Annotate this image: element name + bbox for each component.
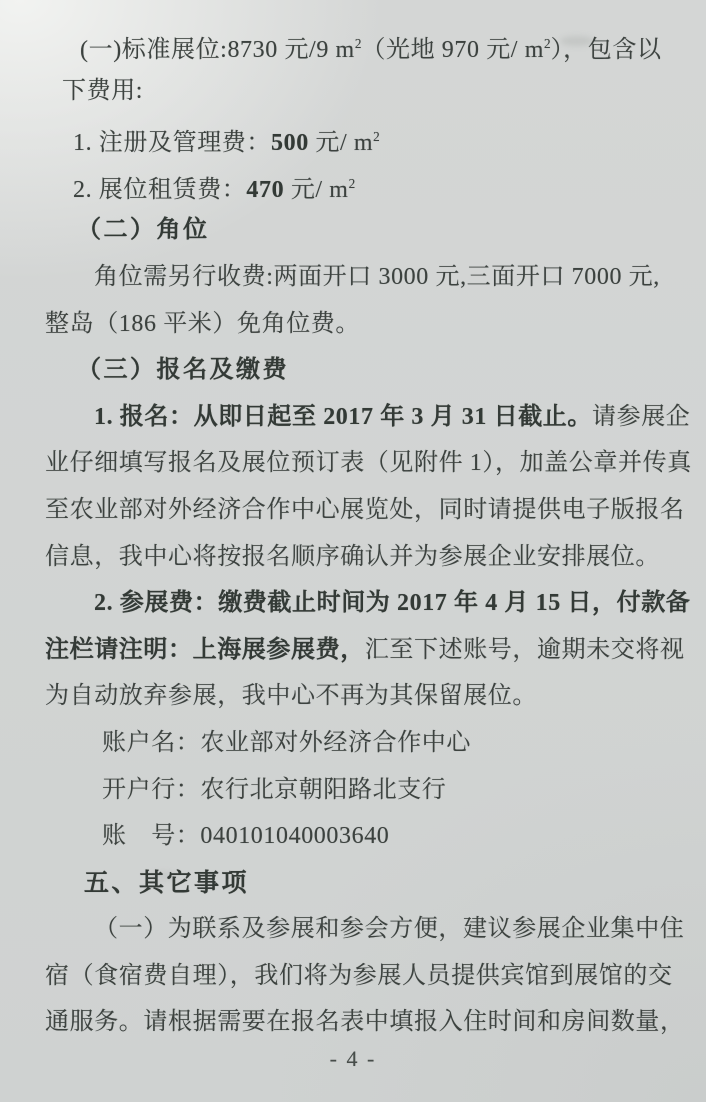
heading-other-matters	[0, 860, 706, 907]
line-fee-registration	[0, 114, 706, 161]
text-segment: 通服务。请根据需要在报名表中填报入住时间和房间数量，	[45, 1009, 685, 1036]
line-corner-fee-1	[0, 254, 706, 301]
text-segment: 470	[246, 176, 285, 203]
text-segment: 信息，我中心将按报名顺序确认并为参展企业安排展位。	[45, 543, 660, 570]
line-standard-booth-2	[0, 68, 706, 115]
text-segment: 业仔细填写报名及展位预订表（见附件 1），加盖公章并传真	[45, 450, 692, 477]
text-segment: 汇至下述账号，逾期未交将视	[364, 636, 685, 663]
heading-corner-booth	[0, 207, 706, 254]
text-segment: 2	[348, 175, 356, 191]
text-segment: 2. 展位租赁费：	[73, 176, 247, 203]
line-account-number	[0, 813, 706, 860]
line-corner-fee-2	[0, 301, 706, 348]
text-segment: （一）为联系及参展和参会方便，建议参展企业集中住	[94, 916, 685, 943]
text-segment: （光地 970 元/	[361, 37, 525, 63]
line-registration-1	[0, 394, 706, 441]
line-registration-3	[0, 487, 706, 534]
text-segment: 元/	[284, 176, 330, 203]
text-segment: （三）报名及缴费	[77, 357, 289, 384]
text-segment: 账户名：农业部对外经济合作中心	[102, 729, 471, 756]
text-segment: 角位需另行收费:两面开口 3000 元,三面开口 7000 元,	[94, 263, 660, 290]
text-segment: 整岛（186 平米）免角位费。	[45, 310, 360, 337]
text-segment: 2. 参展费：缴费截止时间为 2017 年 4 月 15 日，付款备	[94, 590, 691, 617]
text-segment: ），包含以	[550, 37, 662, 63]
text-segment: 至农业部对外经济合作中心展览处，同时请提供电子版报名	[45, 496, 685, 523]
line-other-matters-1	[0, 906, 706, 953]
text-segment: 下费用:	[62, 77, 144, 104]
text-segment: 500	[271, 130, 309, 157]
text-segment: 账 号：040101040003640	[102, 823, 390, 850]
text-segment: m	[524, 37, 544, 63]
text-segment: （二）角位	[77, 217, 210, 244]
text-segment: 元/	[308, 130, 354, 157]
line-other-matters-3	[0, 999, 706, 1046]
line-other-matters-2	[0, 953, 706, 1000]
text-segment: 为自动放弃参展，我中心不再为其保留展位。	[45, 683, 537, 710]
text-segment: 注栏请注明：上海展参展费，	[45, 636, 365, 663]
line-exhibition-fee-3	[0, 673, 706, 720]
text-segment: 开户行：农行北京朝阳路北支行	[102, 776, 447, 803]
text-segment: 五、其它事项	[84, 868, 250, 897]
text-segment: (一)标准展位:8730 元/9	[80, 37, 336, 63]
line-standard-booth-1	[0, 21, 706, 68]
line-fee-booth-rental	[0, 161, 706, 208]
text-segment: m	[329, 176, 349, 203]
line-registration-4	[0, 534, 706, 581]
text-segment: m	[353, 130, 374, 157]
text-segment: 2	[354, 36, 362, 51]
line-exhibition-fee-1	[0, 580, 706, 627]
text-segment: 1. 报名：从即日起至 2017 年 3 月 31 日截止。	[94, 403, 592, 430]
heading-registration-payment	[0, 347, 706, 394]
page-number: - 4 -	[329, 1046, 377, 1071]
text-segment: 宿（食宿费自理），我们将为参展人员提供宾馆到展馆的交	[45, 962, 673, 989]
text-segment: 请参展企	[592, 403, 691, 430]
line-account-name	[0, 720, 706, 767]
text-segment: m	[335, 37, 355, 63]
text-segment: 1. 注册及管理费：	[73, 130, 271, 157]
line-bank-name	[0, 767, 706, 814]
document-body	[0, 21, 706, 1046]
line-exhibition-fee-2	[0, 627, 706, 674]
line-registration-2	[0, 440, 706, 487]
text-segment: 2	[373, 129, 380, 145]
text-segment: 2	[543, 36, 551, 51]
